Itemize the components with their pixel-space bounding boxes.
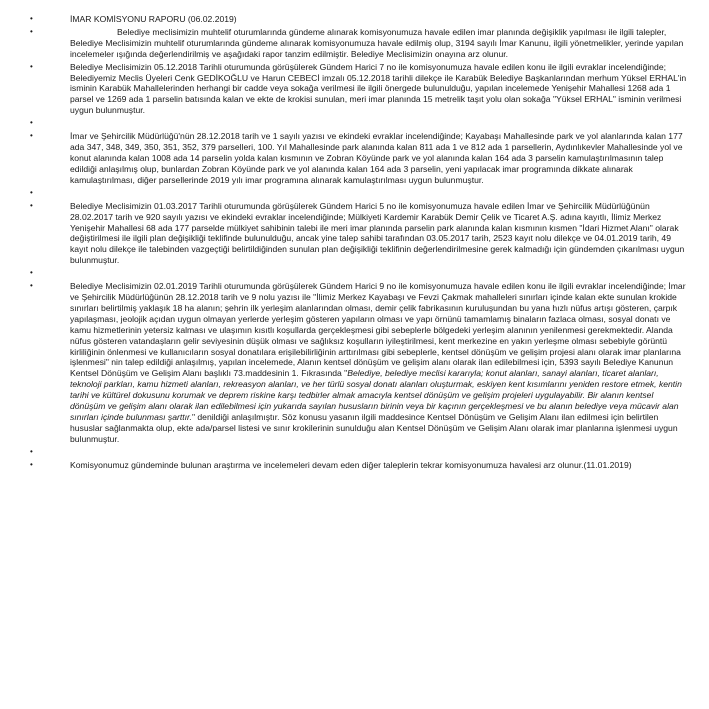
bullet: • [30, 61, 33, 71]
empty-bullet-item [0, 268, 709, 279]
empty-bullet-item [0, 118, 709, 129]
agenda-item-4-conclusion: " denildiği anlaşılmıştır. Söz konusu yasanın ilgili maddesince Kentsel Dönüşüm ve Gelişim Alanı ilan edilmesi için belirtilen hususlar sağlanmakta olup, ekte ada/parsel listesi ve sınır krokilerinin sunulduğu alan Kentsel Dönüşüm ve Gelişim Alanı olarak imar planlarına işlenmesi uygun bulunmuştur. [70, 412, 678, 444]
agenda-item-1 [0, 62, 709, 117]
bullet: • [30, 187, 33, 197]
bullet: • [30, 14, 33, 23]
bullet: • [30, 131, 33, 141]
report-title: İMAR KOMİSYONU RAPORU (06.02.2019) [70, 14, 237, 24]
intro-item [0, 27, 709, 60]
agenda-item-3-text: Belediye Meclisimizin 01.03.2017 Tarihli oturumunda görüşülerek Gündem Harici 5 no ile komisyonumuza havale edilen İmar ve Şehircilik Müdürlüğünün 28.02.2017 tarih ve 920 sayılı yazısı ve ekindeki evraklar incelendiğinde; Mülkiyeti Kardemir Karabük Demir Çelik ve Ticaret A.Ş. adına kayıtlı, İlimiz Merkez Yenişehir Mahallesi 68 ada 177 parselde mülkiyet sahibinin talebi ile meri imar planında parselin park alanında kalan kısmının kısmen "İdari Hizmet Alanı" olarak değiştirilmesi ile ilgili plan değişikliği teklifinde bulunulduğu, ancak yine talep sahibi tarafından 03.05.2017 tarih, 2523 kayıt nolu dilekçe ve 04.01.2019 tarih, 49 kayıt nolu dilekçe ile talebinden vazgeçtiği belirtildiğinden sunulan plan değişikliği teklifinin değerlendirilmesine gerek kalmadığı için gündemden çıkarılması uygun bulunmuştur. [70, 200, 685, 266]
intro-paragraph: Belediye meclisimizin muhtelif oturumlarında gündeme alınarak komisyonumuza havale edilen imar planında değişiklik yapılması ile ilgili talepler, Belediye Meclisimizin muhtelif oturumlarında gündeme alınarak komisyonumuza havale edilmiş olup, 3194 sayılı İmar Kanunu, ilgili yönetmelikler, yerinde yapılan incelemeler ışığında değerlendirilmiş ve aşağıdaki rapor tanzim edilmiştir. Belediye Meclisimizin onayına arz olunur. [70, 26, 684, 59]
report-document [0, 14, 709, 471]
bullet: • [30, 26, 33, 36]
bullet: • [30, 446, 33, 456]
closing-item [0, 460, 709, 471]
empty-bullet-item [0, 188, 709, 199]
closing-text: Komisyonumuz gündeminde bulunan araştırma ve incelemeleri devam eden diğer taleplerin tekrar komisyonumuza havalesi arz olunur.(11.01.2019) [70, 459, 632, 470]
bullet: • [30, 200, 33, 210]
agenda-item-4-body: Belediye Meclisimizin 02.01.2019 Tarihli oturumunda görüşülerek Gündem Harici 9 no ile komisyonumuza havale edilen konu ile ilgili evraklar incelendiğinde; İmar ve Şehircilik Müdürlüğünün 28.12.2018 tarih ve 9 nolu yazısı ile "İlimiz Merkez Kayabaşı ve Fevzi Çakmak mahalleleri sınırları içinde kalan ekte sunulan krokide sınırları belirtilmiş yaklaşık 18 ha alanın; şehrin ilk yerleşim alanlarından olması, demir çelik fabrikasının kuruluşundan bu yana hızlı nüfus artışı gösteren, çarpık yapılaşması, jeolojik açıdan uygun olmayan yerlerde yerleşim gösteren yapıların olması ve yapı örnünü tamamlamış binaların fazlaca olması, sosyal donatı ve kamu hizmetlerinin yetersiz kalması ve ulaşımın kısıtlı koşullarda gerçekleşmesi gibi sebeplerle bölgedeki yerleşim alanının yenilenmesi gerekmektedir. Alanda nüfus gösteren vatandaşların gelir seviyesinin düşük olması ve sağlıksız koşulların iyileştirilmesi, kent merkezine en yakın yerleşme olması sebebiyle görüntü kirliliğinin önlenmesi ve kullanıcıların sosyal donatılara erişilebilirliğinin arttırılması gibi sebeplerle, kentsel dönüşüm ve gelişim projesi alanı olarak imar planlarına işlenmesi" nin talep edildiği anlaşılmış, yapılan incelemede, Alanın kentsel dönüşüm ve gelişim alanı olarak ilan edilebilmesi için, 5393 sayılı Belediye Kanunun Kentsel Dönüşüm ve Gelişim Alanı başlıklı 73.maddesinin 1. Fıkrasında " [70, 281, 686, 379]
bullet: • [30, 118, 33, 128]
agenda-item-1-text: Belediye Meclisimizin 05.12.2018 Tarihli oturumunda görüşülerek Gündem Harici 7 no ile komisyonumuza havale edilen konu ile ilgili evraklar incelendiğinde; Belediyemiz Meclis Üyeleri Cenk GEDİKOĞLU ve Harun CEBECİ imzalı 05.12.2018 tarihli dilekçe ile Karabük Belediye Başkanlarından merhum Yüksel ERHAL'in isminin Karabük Mahallelerinden herhangi bir cadde veya sokağa verilmesi ile ilgili önergede bulunulduğu, yapılan incelemede Yenişehir Mahallesi 1268 ada 1 parsel ve 1269 ada 1 parselin batısında kalan ve ekte de krokisi sunulan, meri imar planında 15 metrelik taşıt yolu olan sokağa "Yüksel ERHAL" isminin verilmesi uygun bulunmuştur. [70, 61, 687, 116]
report-title-item [0, 14, 709, 25]
agenda-item-4 [0, 281, 709, 445]
bullet: • [30, 268, 33, 278]
agenda-item-2 [0, 131, 709, 186]
law-quote: Belediye, belediye meclisi kararıyla; konut alanları, sanayi alanları, ticaret alanları, teknoloji parkları, kamu hizmeti alanları, rekreasyon alanları, ve her türlü sosyal donatı alanları oluşturmak, eskiyen kent kısımlarını yeniden restore etmek, kentin tarihi ve kültürel dokusunu korumak ve deprem riskine karşı tedbirler almak amacıyla kentsel dönüşüm ve gelişim projeleri uygulayabilir. Bir alanın kentsel dönüşüm ve gelişim alanı olarak ilan edilebilmesi için yukarıda sayılan hususların birinin veya bir kaçının gerçekleşmesi ve bu alanın belediye veya mücavir alan sınırları içinde bulunması şarttır. [70, 368, 682, 422]
agenda-item-2-text: İmar ve Şehircilik Müdürlüğü'nün 28.12.2018 tarih ve 1 sayılı yazısı ve ekindeki evraklar incelendiğinde; Kayabaşı Mahallesinde park ve yol alanlarında kalan 177 ada 347, 348, 349, 350, 351, 352, 379 parselleri, 100. Yıl Mahallesinde park alanında kalan 811 ada 1 ve 812 ada 1 parsellerin, Aydınlıkevler Mahallesinde yol ve konut alanında kalan 1008 ada 14 parselin yolda kalan kısmının ve Zobran Köyünde park ve yol alanında kalan 164 ada 3 parselin kamulaştırılmasının talep edildiği anlaşılmış olup, bunlardan Zobran Köyünde park ve yol alanında kalan 164 ada 3 parselin, yeni yapılacak imar programında dikkate alınarak kamulaştırılması, diğer parsellerinde 2019 yılı imar programına alınarak kamulaştırılması uygun bulunmuştur. [70, 131, 683, 185]
agenda-item-3 [0, 201, 709, 266]
empty-bullet-item [0, 447, 709, 458]
agenda-item-4-text [70, 281, 689, 445]
bullet: • [30, 281, 33, 291]
bullet: • [30, 459, 33, 469]
